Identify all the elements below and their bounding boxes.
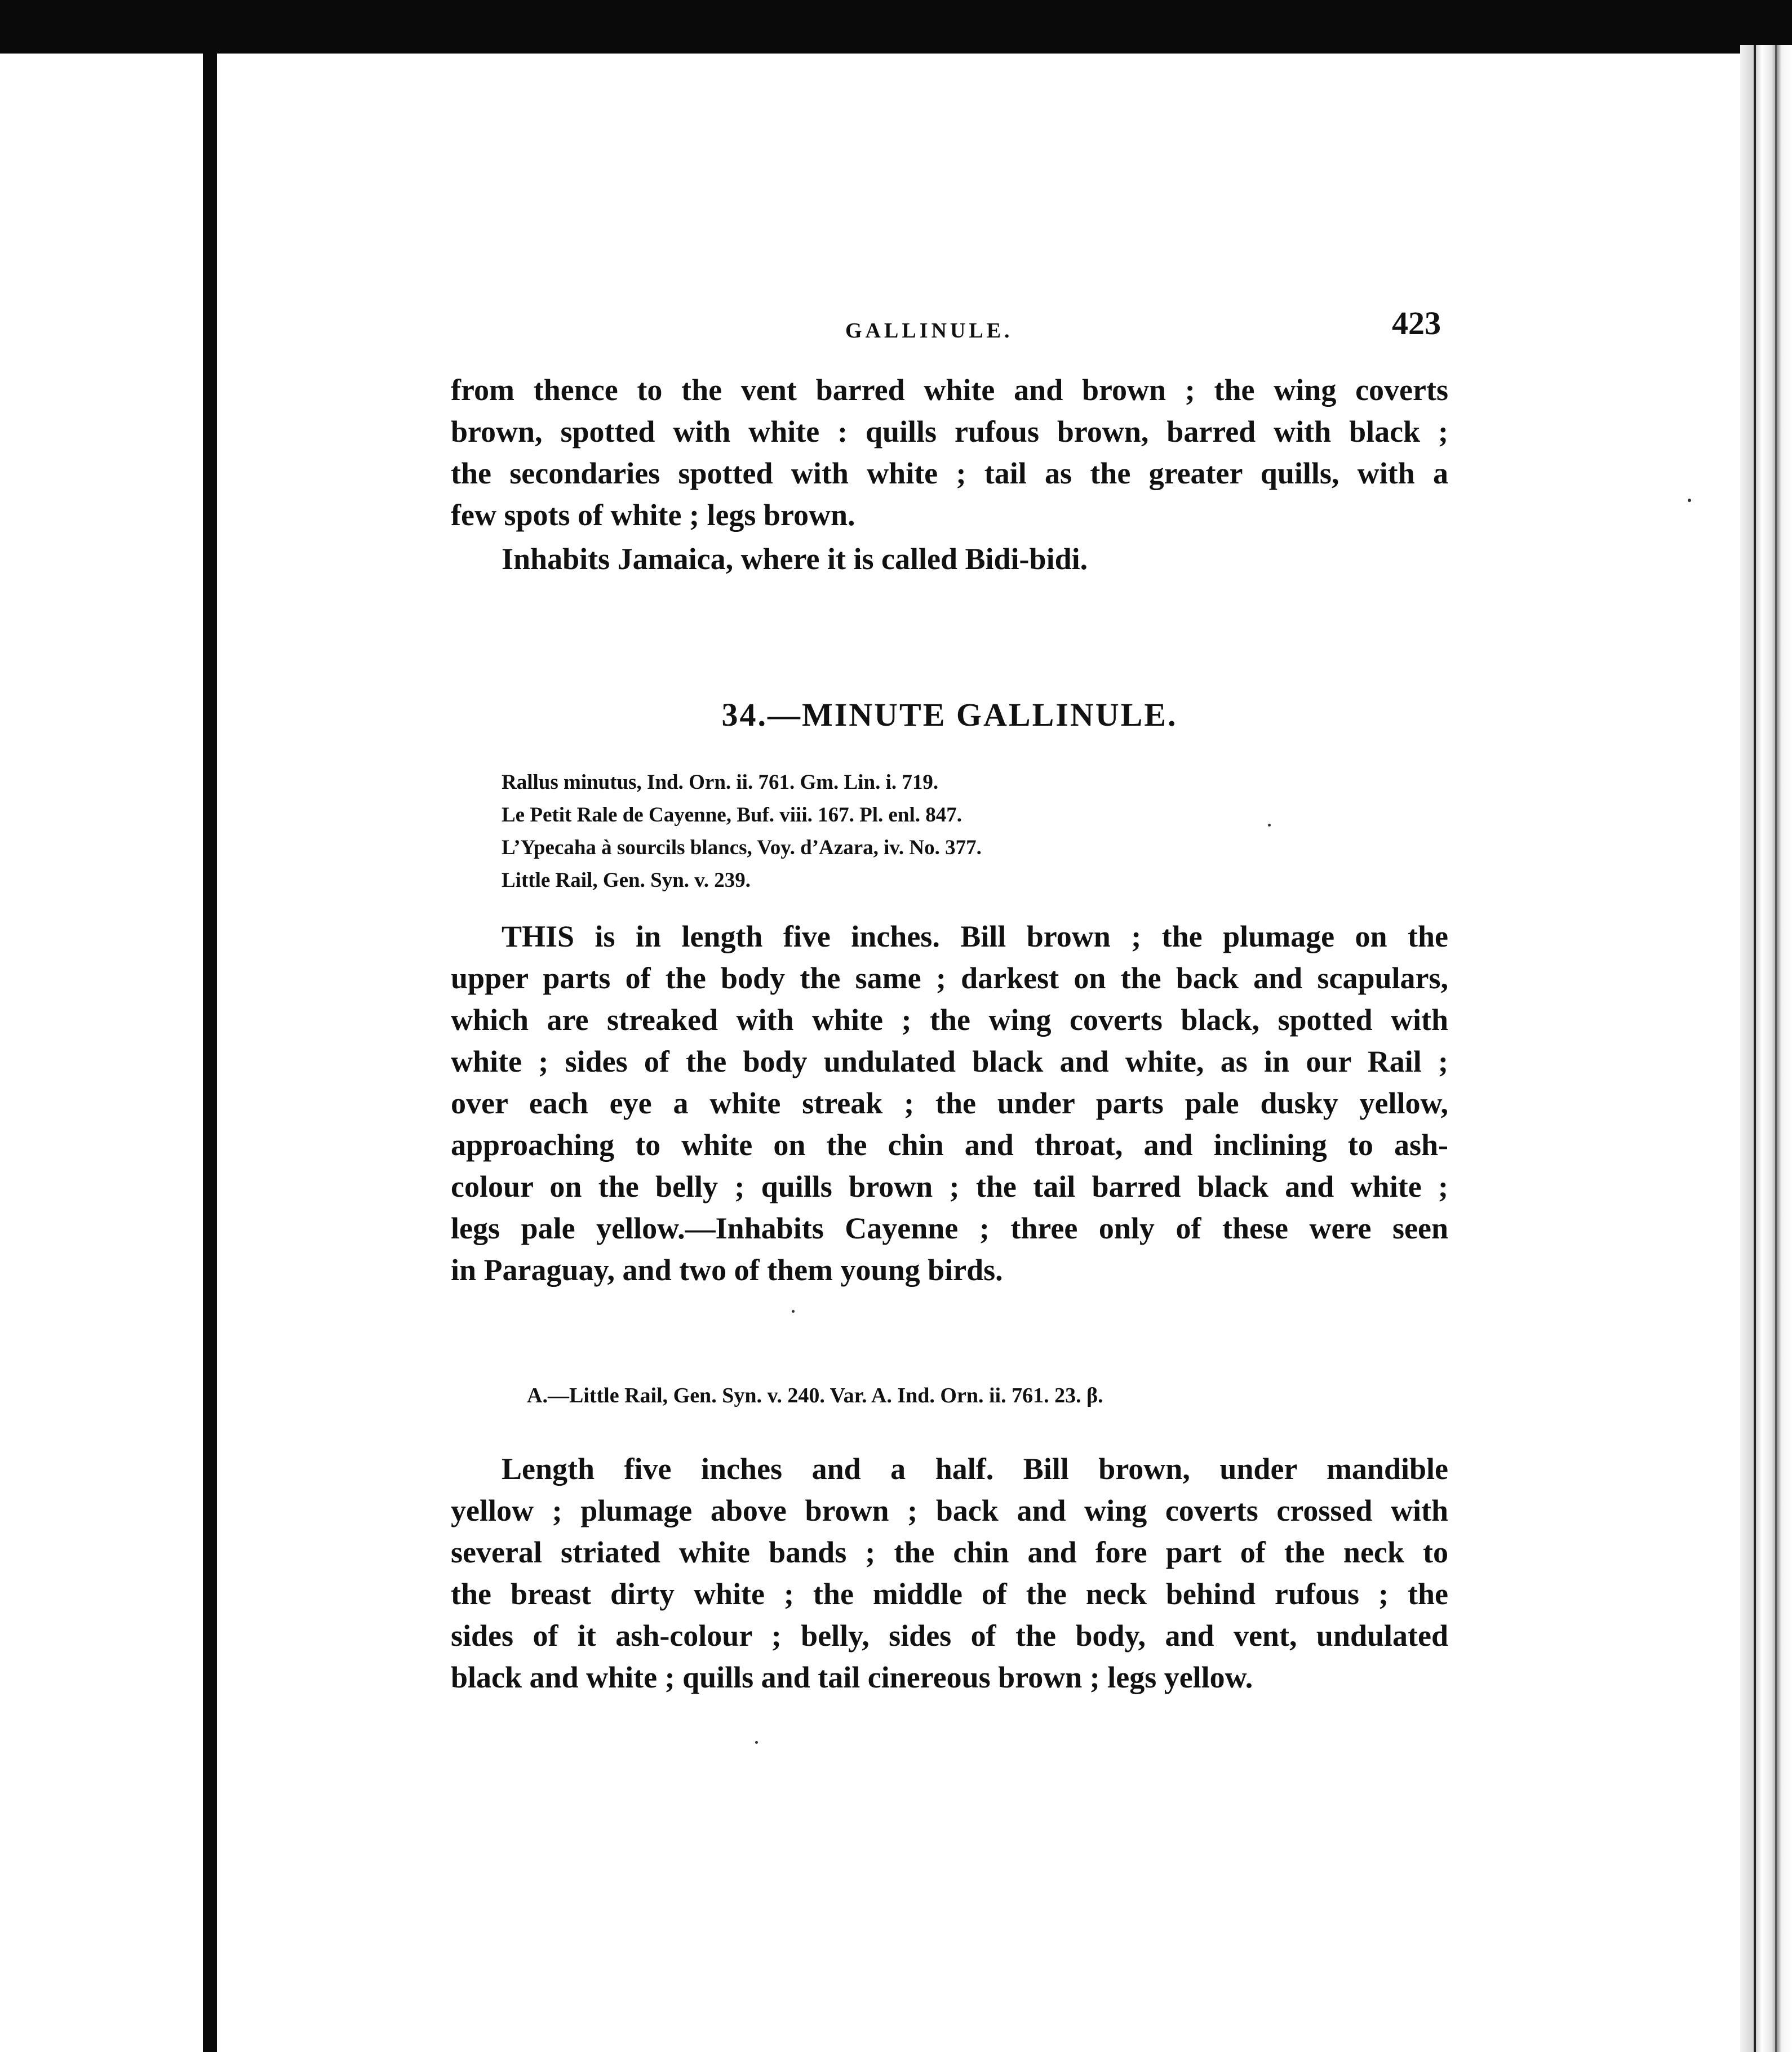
synonym-entry: L’Ypecaha à sourcils blancs, Voy. d’Azara, iv. No. 377. <box>502 836 982 859</box>
text-line: Inhabits Jamaica, where it is called Bidi-bidi. <box>502 542 1088 576</box>
paragraph-variety <box>451 1448 1448 1698</box>
variety-heading: A.—Little Rail, Gen. Syn. v. 240. Var. A. Ind. Orn. ii. 761. 23. β. <box>527 1384 1103 1407</box>
species-heading: 34.—MINUTE GALLINULE. <box>721 696 1178 733</box>
scanner-frame-top <box>0 0 1792 54</box>
text-line: THIS is in length five inches. Bill brown ; the plumage on the <box>502 920 1448 953</box>
facing-page-edge <box>0 54 203 2052</box>
page-edge-line <box>1754 45 1756 2052</box>
synonym-list <box>502 766 1234 897</box>
text-line: the secondaries spotted with white ; tail as the greater quills, with a <box>451 456 1448 490</box>
text-line: in Paraguay, and two of them young birds. <box>451 1253 1003 1287</box>
paragraph-habitat <box>451 538 1448 580</box>
text-line: the breast dirty white ; the middle of the neck behind rufous ; the <box>451 1577 1448 1611</box>
text-line: colour on the belly ; quills brown ; the tail barred black and white ; <box>451 1170 1448 1203</box>
synonym-entry: Le Petit Rale de Cayenne, Buf. viii. 167. Pl. enl. 847. <box>502 803 962 827</box>
text-line: from thence to the vent barred white and brown ; the wing coverts <box>451 373 1448 407</box>
page-stack-edge <box>1740 45 1792 2052</box>
running-head: GALLINULE. <box>845 319 1013 343</box>
synonym-entry: Little Rail, Gen. Syn. v. 239. <box>502 869 751 892</box>
text-line: over each eye a white streak ; the under parts pale dusky yellow, <box>451 1086 1448 1120</box>
text-line: several striated white bands ; the chin and fore part of the neck to <box>451 1535 1448 1569</box>
synonym-entry: Rallus minutus, Ind. Orn. ii. 761. Gm. Lin. i. 719. <box>502 771 939 794</box>
page-number: 423 <box>1392 305 1441 341</box>
text-line: white ; sides of the body undulated black and white, as in our Rail ; <box>451 1045 1448 1078</box>
paragraph-description <box>451 916 1448 1291</box>
text-line: sides of it ash-colour ; belly, sides of the body, and vent, undulated <box>451 1619 1448 1653</box>
paper-speck <box>755 1741 758 1744</box>
paragraph-continued <box>451 369 1448 536</box>
page-edge-line-outer <box>1775 45 1777 2052</box>
text-line: legs pale yellow.—Inhabits Cayenne ; three only of these were seen <box>451 1211 1448 1245</box>
text-line: approaching to white on the chin and throat, and inclining to ash- <box>451 1128 1448 1162</box>
text-line: upper parts of the body the same ; darkest on the back and scapulars, <box>451 961 1448 995</box>
paper-speck <box>1688 499 1691 502</box>
text-line: black and white ; quills and tail cinereous brown ; legs yellow. <box>451 1660 1253 1694</box>
text-line: Length five inches and a half. Bill brown, under mandible <box>502 1452 1448 1486</box>
paper-speck <box>1268 824 1271 827</box>
text-line: which are streaked with white ; the wing coverts black, spotted with <box>451 1003 1448 1037</box>
text-line: yellow ; plumage above brown ; back and wing coverts crossed with <box>451 1494 1448 1527</box>
text-line: few spots of white ; legs brown. <box>451 498 855 532</box>
paper-speck <box>792 1310 795 1313</box>
text-line: brown, spotted with white : quills rufous brown, barred with black ; <box>451 415 1448 448</box>
